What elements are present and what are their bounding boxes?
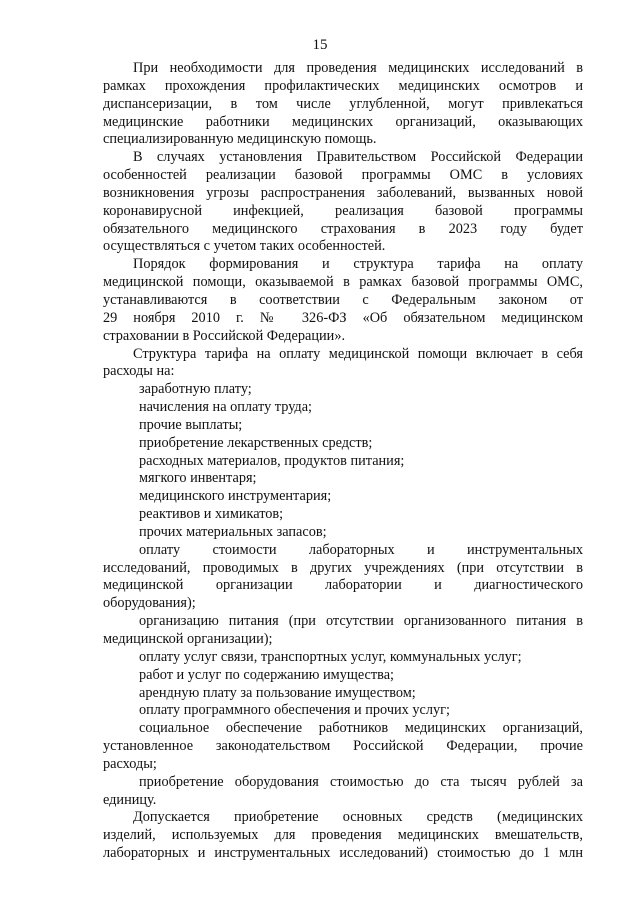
text-line: арендную плату за пользование имуществом; bbox=[139, 684, 416, 701]
text-line: прочие выплаты; bbox=[139, 416, 243, 433]
text-line: прочих материальных запасов; bbox=[139, 523, 327, 540]
text-line: коронавирусной инфекцией, реализация базовой программы bbox=[103, 202, 583, 219]
text-line: установленное законодательством Российской Федерации, прочие bbox=[103, 738, 583, 755]
text-line: 29 ноября 2010 г. № 326-ФЗ «Об обязательном медицинском bbox=[103, 309, 583, 326]
text-line: лабораторных и инструментальных исследований) стоимостью до 1 млн bbox=[103, 845, 583, 862]
text-line: заработную плату; bbox=[139, 381, 252, 398]
text-line: реактивов и химикатов; bbox=[139, 506, 284, 523]
text-line: При необходимости для проведения медицинских исследований в bbox=[133, 60, 583, 76]
text-line: медицинские работники медицинских организаций, оказывающих bbox=[103, 113, 583, 130]
text-line: приобретение оборудования стоимостью до ста тысяч рублей за bbox=[139, 773, 583, 790]
document-body bbox=[103, 60, 583, 863]
text-line: оплату услуг связи, транспортных услуг, коммунальных услуг; bbox=[139, 648, 522, 665]
text-line: специализированную медицинскую помощь. bbox=[103, 131, 377, 148]
text-line: обязательного медицинского страхования в 2023 году будет bbox=[103, 220, 583, 237]
text-line: оплату стоимости лабораторных и инструментальных bbox=[139, 541, 583, 558]
text-line: медицинской организации лаборатории и диагностического bbox=[103, 577, 583, 594]
text-line: особенностей реализации базовой программы ОМС в условиях bbox=[103, 167, 583, 184]
text-line: рамках прохождения профилактических медицинских осмотров и bbox=[103, 77, 583, 94]
text-line: работ и услуг по содержанию имущества; bbox=[139, 666, 395, 683]
text-line: медицинского инструментария; bbox=[139, 488, 332, 505]
text-line: Допускается приобретение основных средств (медицинских bbox=[133, 809, 583, 826]
text-line: единицу. bbox=[103, 791, 157, 808]
text-line: исследований, проводимых в других учреждениях (при отсутствии в bbox=[103, 559, 583, 576]
text-line: диспансеризации, в том числе углубленной, могут привлекаться bbox=[103, 95, 583, 112]
page-number: 15 bbox=[312, 37, 328, 53]
text-line: возникновения угрозы распространения заболеваний, вызванных новой bbox=[103, 184, 583, 201]
text-line: устанавливаются в соответствии с Федеральным законом от bbox=[103, 291, 583, 308]
text-line: социальное обеспечение работников медицинских организаций, bbox=[139, 720, 583, 737]
text-line: изделий, используемых для проведения медицинских вмешательств, bbox=[103, 827, 583, 844]
text-line: мягкого инвентаря; bbox=[139, 470, 257, 487]
text-line: начисления на оплату труда; bbox=[139, 399, 313, 416]
text-line: Порядок формирования и структура тарифа на оплату bbox=[133, 256, 583, 273]
text-line: осуществляться с учетом таких особенностей. bbox=[103, 238, 386, 255]
text-line: организацию питания (при отсутствии организованного питания в bbox=[139, 613, 583, 630]
text-line: расходы; bbox=[103, 755, 157, 772]
text-line: В случаях установления Правительством Российской Федерации bbox=[133, 149, 583, 166]
text-line: медицинской помощи, оказываемой в рамках базовой программы ОМС, bbox=[103, 274, 583, 291]
text-line: оплату программного обеспечения и прочих услуг; bbox=[139, 702, 451, 719]
text-line: оборудования); bbox=[103, 595, 196, 612]
text-line: медицинской организации); bbox=[103, 631, 273, 647]
text-line: Структура тарифа на оплату медицинской помощи включает в себя bbox=[133, 345, 583, 362]
text-line: расходных материалов, продуктов питания; bbox=[139, 452, 405, 469]
text-line: расходы на: bbox=[103, 363, 175, 380]
text-line: страховании в Российской Федерации». bbox=[103, 327, 346, 344]
text-line: приобретение лекарственных средств; bbox=[139, 434, 373, 451]
